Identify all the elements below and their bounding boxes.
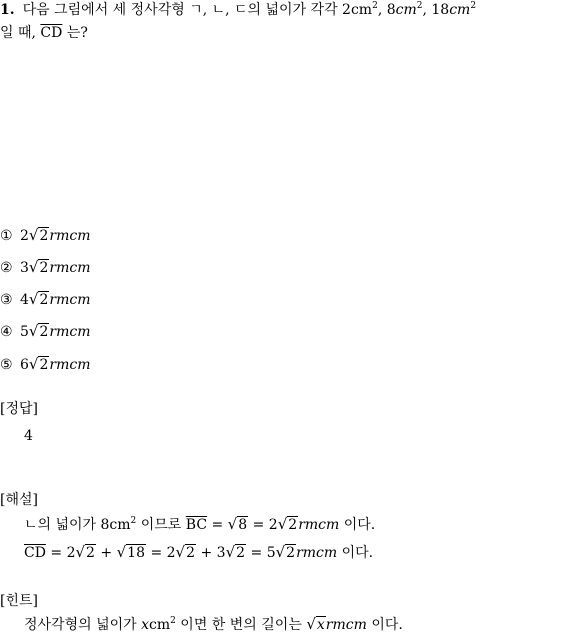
choice-unit: rmcm [49,357,91,373]
exponent: 2 [170,616,176,626]
exp-text: + [95,545,117,561]
sqrt: √2 [275,543,296,561]
choice-unit: rmcm [49,324,91,340]
choice-coef: 3 [20,260,29,276]
hint-unit: rmcm [325,617,367,633]
exp-text: = 2 [146,545,176,561]
question-text-2: 일 때, [0,25,41,41]
exp-unit: rmcm [298,517,340,533]
sqrt: √2 [28,258,49,276]
radicand: 2 [39,324,49,340]
radicand: x [316,617,325,633]
choice-1[interactable] [0,226,91,245]
choice-unit: rmcm [49,260,91,276]
segment-cd: $\overline{CD}$ [24,545,46,561]
exp-text: 이므로 [136,517,186,533]
choice-coef: 2 [20,228,29,244]
figure-area [0,48,570,218]
radicand: 2 [39,357,49,373]
choice-marker: ⑤ [0,357,13,373]
sqrt: √2 [28,290,49,308]
explanation-heading: [해설] [0,492,38,508]
radicand: 2 [39,228,49,244]
sqrt: √18 [116,543,145,561]
hint-text: 정사각형의 넓이가 [24,617,142,633]
answer-heading: [정답] [0,401,38,417]
exp-text: ㄴ의 넓이가 8cm [24,517,131,533]
segment-bc: $\overline{BC}$ [185,517,208,533]
radicand: 2 [39,292,49,308]
question-number: 1. [0,2,15,18]
unit-cm: cm [449,2,471,18]
choice-marker: ② [0,260,13,276]
answer-value: 4 [24,428,33,444]
question-sep-2: , 18 [422,2,450,18]
exp-text: = 2 [45,545,76,561]
sqrt: √x [306,615,325,633]
hint-heading: [힌트] [0,593,38,609]
exp-text: 이다. [337,545,374,561]
question-sep-1: , 8 [377,2,396,18]
exponent: 2 [416,1,423,11]
radicand: 2 [286,545,296,561]
sqrt: √2 [28,322,49,340]
sqrt: √2 [225,543,246,561]
choice-2[interactable] [0,258,91,277]
question-line-1 [0,1,476,19]
choice-marker: ③ [0,292,13,308]
radicand: 2 [186,545,196,561]
choice-marker: ① [0,228,13,244]
exp-text: = 5 [246,545,276,561]
radicand: 18 [127,545,145,561]
exponent: 2 [130,516,137,526]
segment-cd: $\overline{CD}$ [40,25,63,41]
exp-text: + 3 [196,545,226,561]
exponent: 2 [470,1,477,11]
choice-unit: rmcm [49,228,91,244]
choice-coef: 5 [20,324,29,340]
exp-text: = [207,517,228,533]
explanation-line-2 [24,543,373,562]
sqrt: √2 [277,515,298,533]
radicand: 2 [39,260,49,276]
exponent: 2 [372,1,378,11]
hint-text: 이다. [366,617,403,633]
explanation-line-1 [24,515,375,534]
radicand: 8 [238,517,248,533]
sqrt: √2 [175,543,196,561]
sqrt: √2 [28,355,49,373]
choice-coef: 6 [20,357,29,373]
sqrt: √8 [227,515,248,533]
choice-marker: ④ [0,324,13,340]
exp-text: 이다. [339,517,376,533]
hint-text: 이면 한 변의 길이는 [175,617,307,633]
hint-line [24,615,403,634]
sqrt: √2 [28,226,49,244]
exp-text: = 2 [248,517,278,533]
radicand: 2 [236,545,246,561]
choice-coef: 4 [20,292,29,308]
hint-text: cm [149,617,171,633]
choice-5[interactable] [0,355,91,374]
question-text-1: 다음 그림에서 세 정사각형 ㄱ, ㄴ, ㄷ의 넓이가 각각 2cm [22,2,373,18]
question-text-3: 는? [62,25,88,41]
hint-var: x [141,617,149,633]
choice-4[interactable] [0,322,91,341]
choice-unit: rmcm [49,292,91,308]
radicand: 2 [288,517,298,533]
radicand: 2 [86,545,95,561]
sqrt: √2 [75,543,95,561]
question-line-2 [0,24,88,42]
exp-unit: rmcm [296,545,338,561]
choice-3[interactable] [0,290,91,309]
unit-cm: cm [395,2,417,18]
